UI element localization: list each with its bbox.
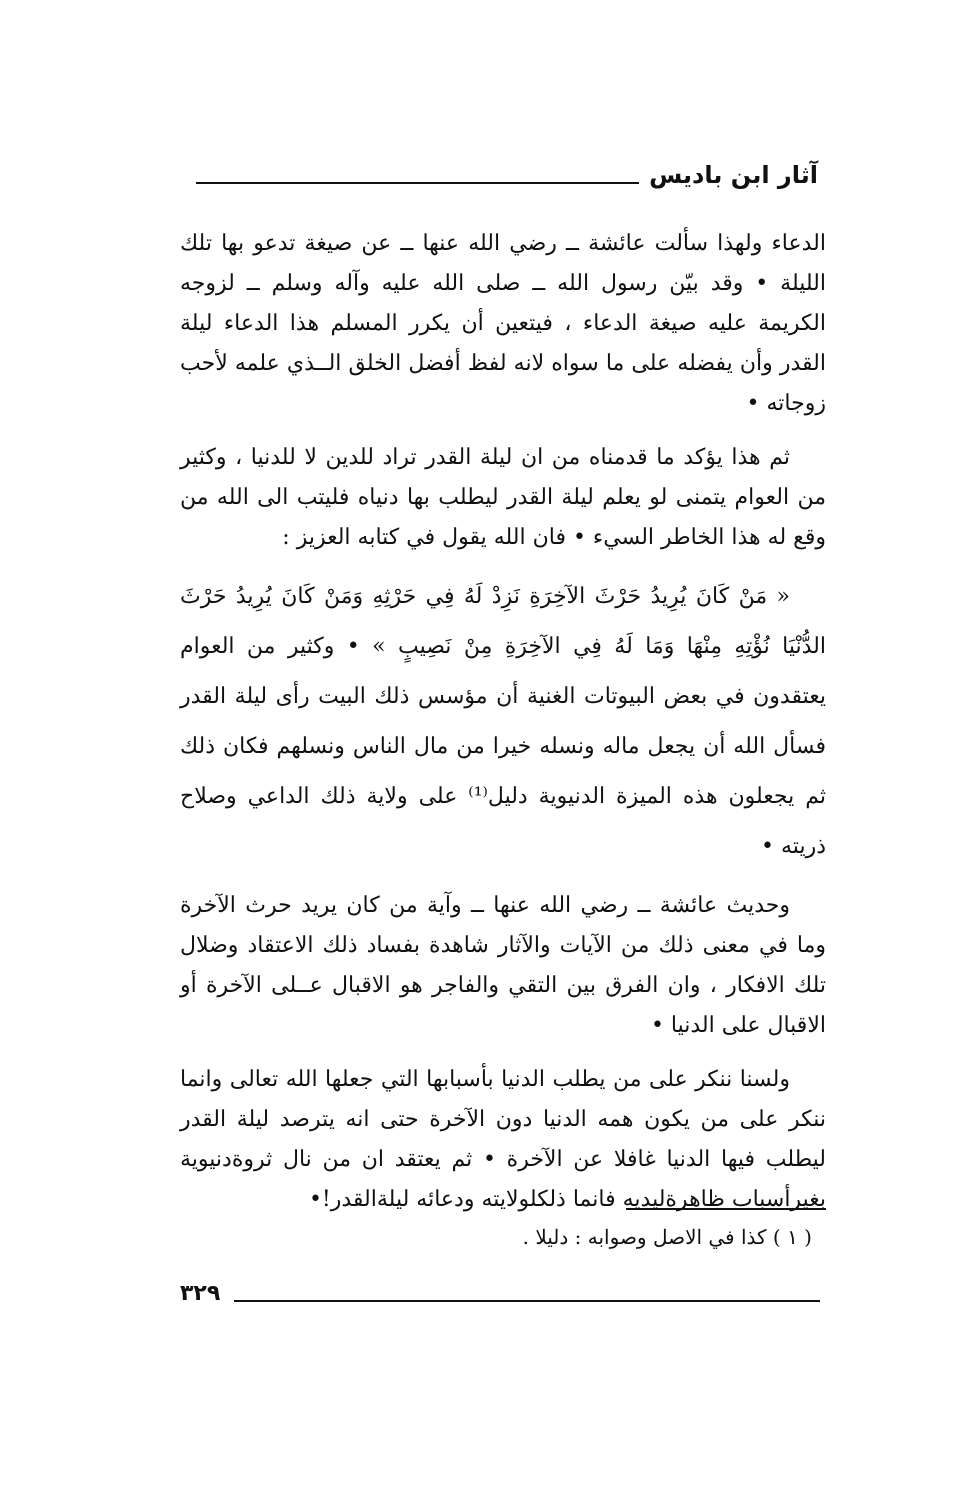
- footnote: ( ١ ) كذا في الاصل وصوابه : دليلا .: [522, 1225, 812, 1249]
- page-number: ٣٢٩: [180, 1281, 221, 1306]
- paragraph-4: وحديث عائشة ــ رضي الله عنها ــ وآية من كان يريد حرث الآخرة وما في معنى ذلك من الآيات والآثار شاهدة بفساد ذلك الاعتقاد وضلال تلك الافكار ، وان الفرق بين التقي والفاجر هو الاقبال عــلى الآخرة أو الاقبال على الدنيا •: [180, 893, 826, 1038]
- paragraph-2: ثم هذا يؤكد ما قدمناه من ان ليلة القدر تراد للدين لا للدنيا ، وكثير من العوام يتمنى لو يعلم ليلة القدر ليطلب بها دنياه فليتب الى الله من وقع له هذا الخاطر السيء • فان الله يقول في كتابه العزيز :: [180, 445, 826, 550]
- header-title: آثار ابن باديس: [649, 161, 818, 189]
- paragraph-1: الدعاء ولهذا سألت عائشة ــ رضي الله عنها ــ عن صيغة تدعو بها تلك الليلة • وقد بيّن رسول الله ــ صلى الله عليه وآله وسلم ــ لزوجه الكريمة عليه صيغة الدعاء ، فيتعين أن يكرر المسلم هذا الدعاء ليلة القدر وأن يفضله على ما سواه لانه لفظ أفضل الخلق الــذي علمه لأحب زوجاته •: [180, 231, 826, 416]
- footnote-rule: [626, 1208, 826, 1210]
- paragraph-5: ولسنا ننكر على من يطلب الدنيا بأسبابها التي جعلها الله تعالى وانما ننكر على من يكون همه الدنيا دون الآخرة حتى انه يترصد ليلة القدر ليطلب فيها الدنيا غافلا عن الآخرة • ثم يعتقد ان من نال ثروةدنيوية بغيرأسباب ظاهرةليديه فانما ذلكلولايته ودعائه ليلةالقدر!•: [180, 1067, 826, 1212]
- main-text: [180, 224, 826, 1220]
- paragraph-3-quran-verse: « مَنْ كَانَ يُرِيدُ حَرْثَ الآخِرَةِ نَزِدْ لَهُ فِي حَرْثِهِ وَمَنْ كَانَ يُرِيدُ حَرْثَ الدُّنْيَا نُؤْتِهِ مِنْهَا وَمَا لَهُ فِي الآخِرَةِ مِنْ نَصِيبٍ » • وكثير من العوام يعتقدون في بعض البيوتات الغنية أن مؤسس ذلك البيت رأى ليلة القدر فسأل الله أن يجعل ماله ونسله خيرا من مال الناس ونسلهم فكان ذلك ثم يجعلون هذه الميزة الدنيوية دليل⁽¹⁾ على ولاية ذلك الداعي وصلاح ذريته •: [180, 584, 826, 859]
- page-footer: [180, 1280, 820, 1308]
- header-rule: [196, 182, 639, 184]
- footer-rule: [234, 1300, 820, 1302]
- running-header: [196, 160, 818, 190]
